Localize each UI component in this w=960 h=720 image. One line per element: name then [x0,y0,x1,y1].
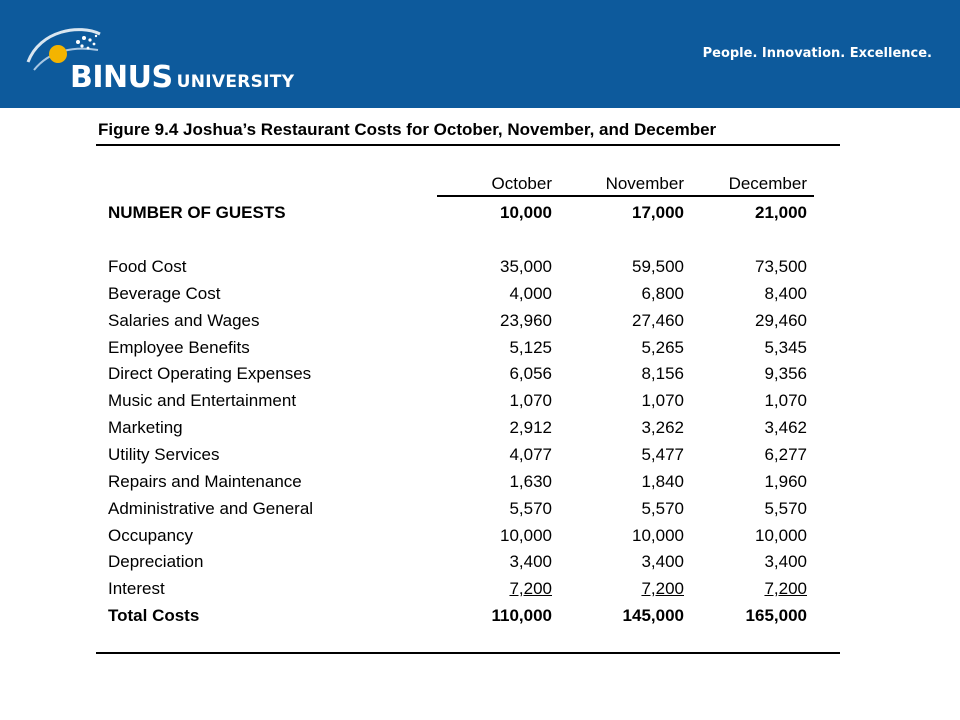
row-label: Marketing [108,418,183,437]
cell-december: 3,462 [764,418,807,437]
cell-december: 7,200 [764,579,807,598]
cell-november: 3,400 [641,552,684,571]
cell-november: 3,262 [641,418,684,437]
total-label: Total Costs [108,606,200,625]
cell-december: 1,070 [764,391,807,410]
cell-november: 1,070 [641,391,684,410]
cell-december: 10,000 [755,526,807,545]
cell-november: 10,000 [632,526,684,545]
cell-october: 35,000 [500,257,552,276]
cell-december: 29,460 [755,311,807,330]
row-label: Administrative and General [108,499,314,518]
row-label: Employee Benefits [108,338,250,357]
bottom-rule [96,652,840,654]
cell-october: 3,400 [509,552,552,571]
logo-wordmark [70,60,294,95]
cell-october: 4,077 [509,445,552,464]
row-label: Food Cost [108,257,187,276]
guests-december: 21,000 [755,203,807,222]
header-rule [437,195,814,197]
guests-label: NUMBER OF GUESTS [108,203,286,222]
cell-december: 73,500 [755,257,807,276]
cell-december: 8,400 [764,284,807,303]
cell-november: 7,200 [641,579,684,598]
row-label: Salaries and Wages [108,311,260,330]
cell-december: 5,345 [764,338,807,357]
row-label: Occupancy [108,526,194,545]
total-december: 165,000 [745,606,807,625]
column-header-november: November [605,174,684,193]
figure-title: Figure 9.4 Joshua’s Restaurant Costs for October, November, and December [98,120,717,139]
header-banner [0,0,960,108]
logo-main-text: BINUS [70,60,173,95]
row-label: Depreciation [108,552,204,571]
column-header-december: December [728,174,807,193]
guests-october: 10,000 [500,203,552,222]
logo-sub-text: UNIVERSITY [176,72,295,92]
cell-november: 27,460 [632,311,684,330]
cell-november: 59,500 [632,257,684,276]
cell-november: 6,800 [641,284,684,303]
cell-october: 1,630 [509,472,552,491]
cell-october: 6,056 [509,364,552,383]
row-label: Interest [108,579,165,598]
row-label: Music and Entertainment [108,391,297,410]
tagline: People. Innovation. Excellence. [702,46,932,61]
cell-october: 5,125 [509,338,552,357]
cell-october: 10,000 [500,526,552,545]
total-november: 145,000 [622,606,684,625]
row-label: Beverage Cost [108,284,221,303]
cell-october: 23,960 [500,311,552,330]
cell-december: 3,400 [764,552,807,571]
cell-october: 1,070 [509,391,552,410]
row-label: Direct Operating Expenses [108,364,312,383]
cell-december: 6,277 [764,445,807,464]
cell-october: 4,000 [509,284,552,303]
cell-november: 1,840 [641,472,684,491]
cell-december: 9,356 [764,364,807,383]
cell-november: 5,477 [641,445,684,464]
cell-november: 8,156 [641,364,684,383]
cell-october: 2,912 [509,418,552,437]
cell-october: 7,200 [509,579,552,598]
cell-october: 5,570 [509,499,552,518]
title-rule [96,144,840,146]
cell-december: 1,960 [764,472,807,491]
row-label: Utility Services [108,445,220,464]
row-label: Repairs and Maintenance [108,472,302,491]
cell-november: 5,570 [641,499,684,518]
cell-november: 5,265 [641,338,684,357]
total-october: 110,000 [491,606,552,625]
cell-december: 5,570 [764,499,807,518]
guests-november: 17,000 [632,203,684,222]
column-header-october: October [491,174,552,193]
